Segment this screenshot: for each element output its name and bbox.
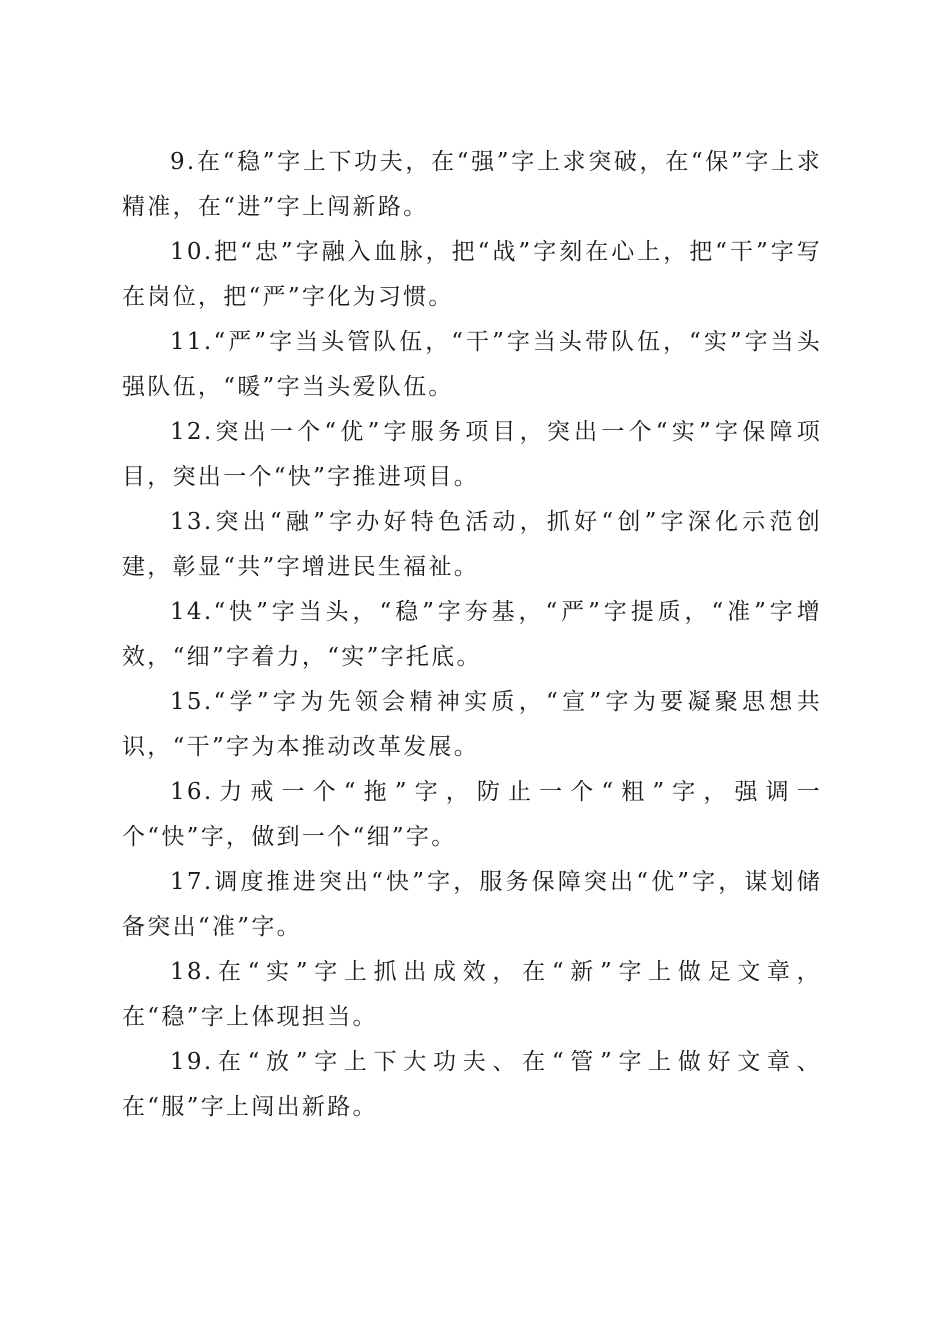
paragraph-15: 15.“学”字为先领会精神实质，“宣”字为要凝聚思想共识，“干”字为本推动改革发展。 bbox=[122, 689, 822, 760]
paragraph-11: 11.“严”字当头管队伍，“干”字当头带队伍，“实”字当头强队伍，“暖”字当头爱队伍。 bbox=[122, 329, 822, 400]
paragraph-9: 9.在“稳”字上下功夫，在“强”字上求突破，在“保”字上求精准，在“进”字上闯新路。 bbox=[122, 149, 822, 220]
paragraph-18: 18.在“实”字上抓出成效，在“新”字上做足文章，在“稳”字上体现担当。 bbox=[122, 959, 822, 1030]
paragraph-10: 10.把“忠”字融入血脉，把“战”字刻在心上，把“干”字写在岗位，把“严”字化为习惯。 bbox=[122, 239, 822, 310]
document-body bbox=[122, 140, 822, 1130]
paragraph-14: 14.“快”字当头，“稳”字夯基，“严”字提质，“准”字增效，“细”字着力，“实”字托底。 bbox=[122, 599, 822, 670]
paragraph-19: 19.在“放”字上下大功夫、在“管”字上做好文章、在“服”字上闯出新路。 bbox=[122, 1049, 822, 1120]
paragraph-12: 12.突出一个“优”字服务项目，突出一个“实”字保障项目，突出一个“快”字推进项目。 bbox=[122, 419, 822, 490]
paragraph-16: 16.力戒一个“拖”字，防止一个“粗”字，强调一个“快”字，做到一个“细”字。 bbox=[122, 779, 822, 850]
paragraph-13: 13.突出“融”字办好特色活动，抓好“创”字深化示范创建，彰显“共”字增进民生福祉。 bbox=[122, 509, 822, 580]
paragraph-17: 17.调度推进突出“快”字，服务保障突出“优”字，谋划储备突出“准”字。 bbox=[122, 869, 822, 940]
